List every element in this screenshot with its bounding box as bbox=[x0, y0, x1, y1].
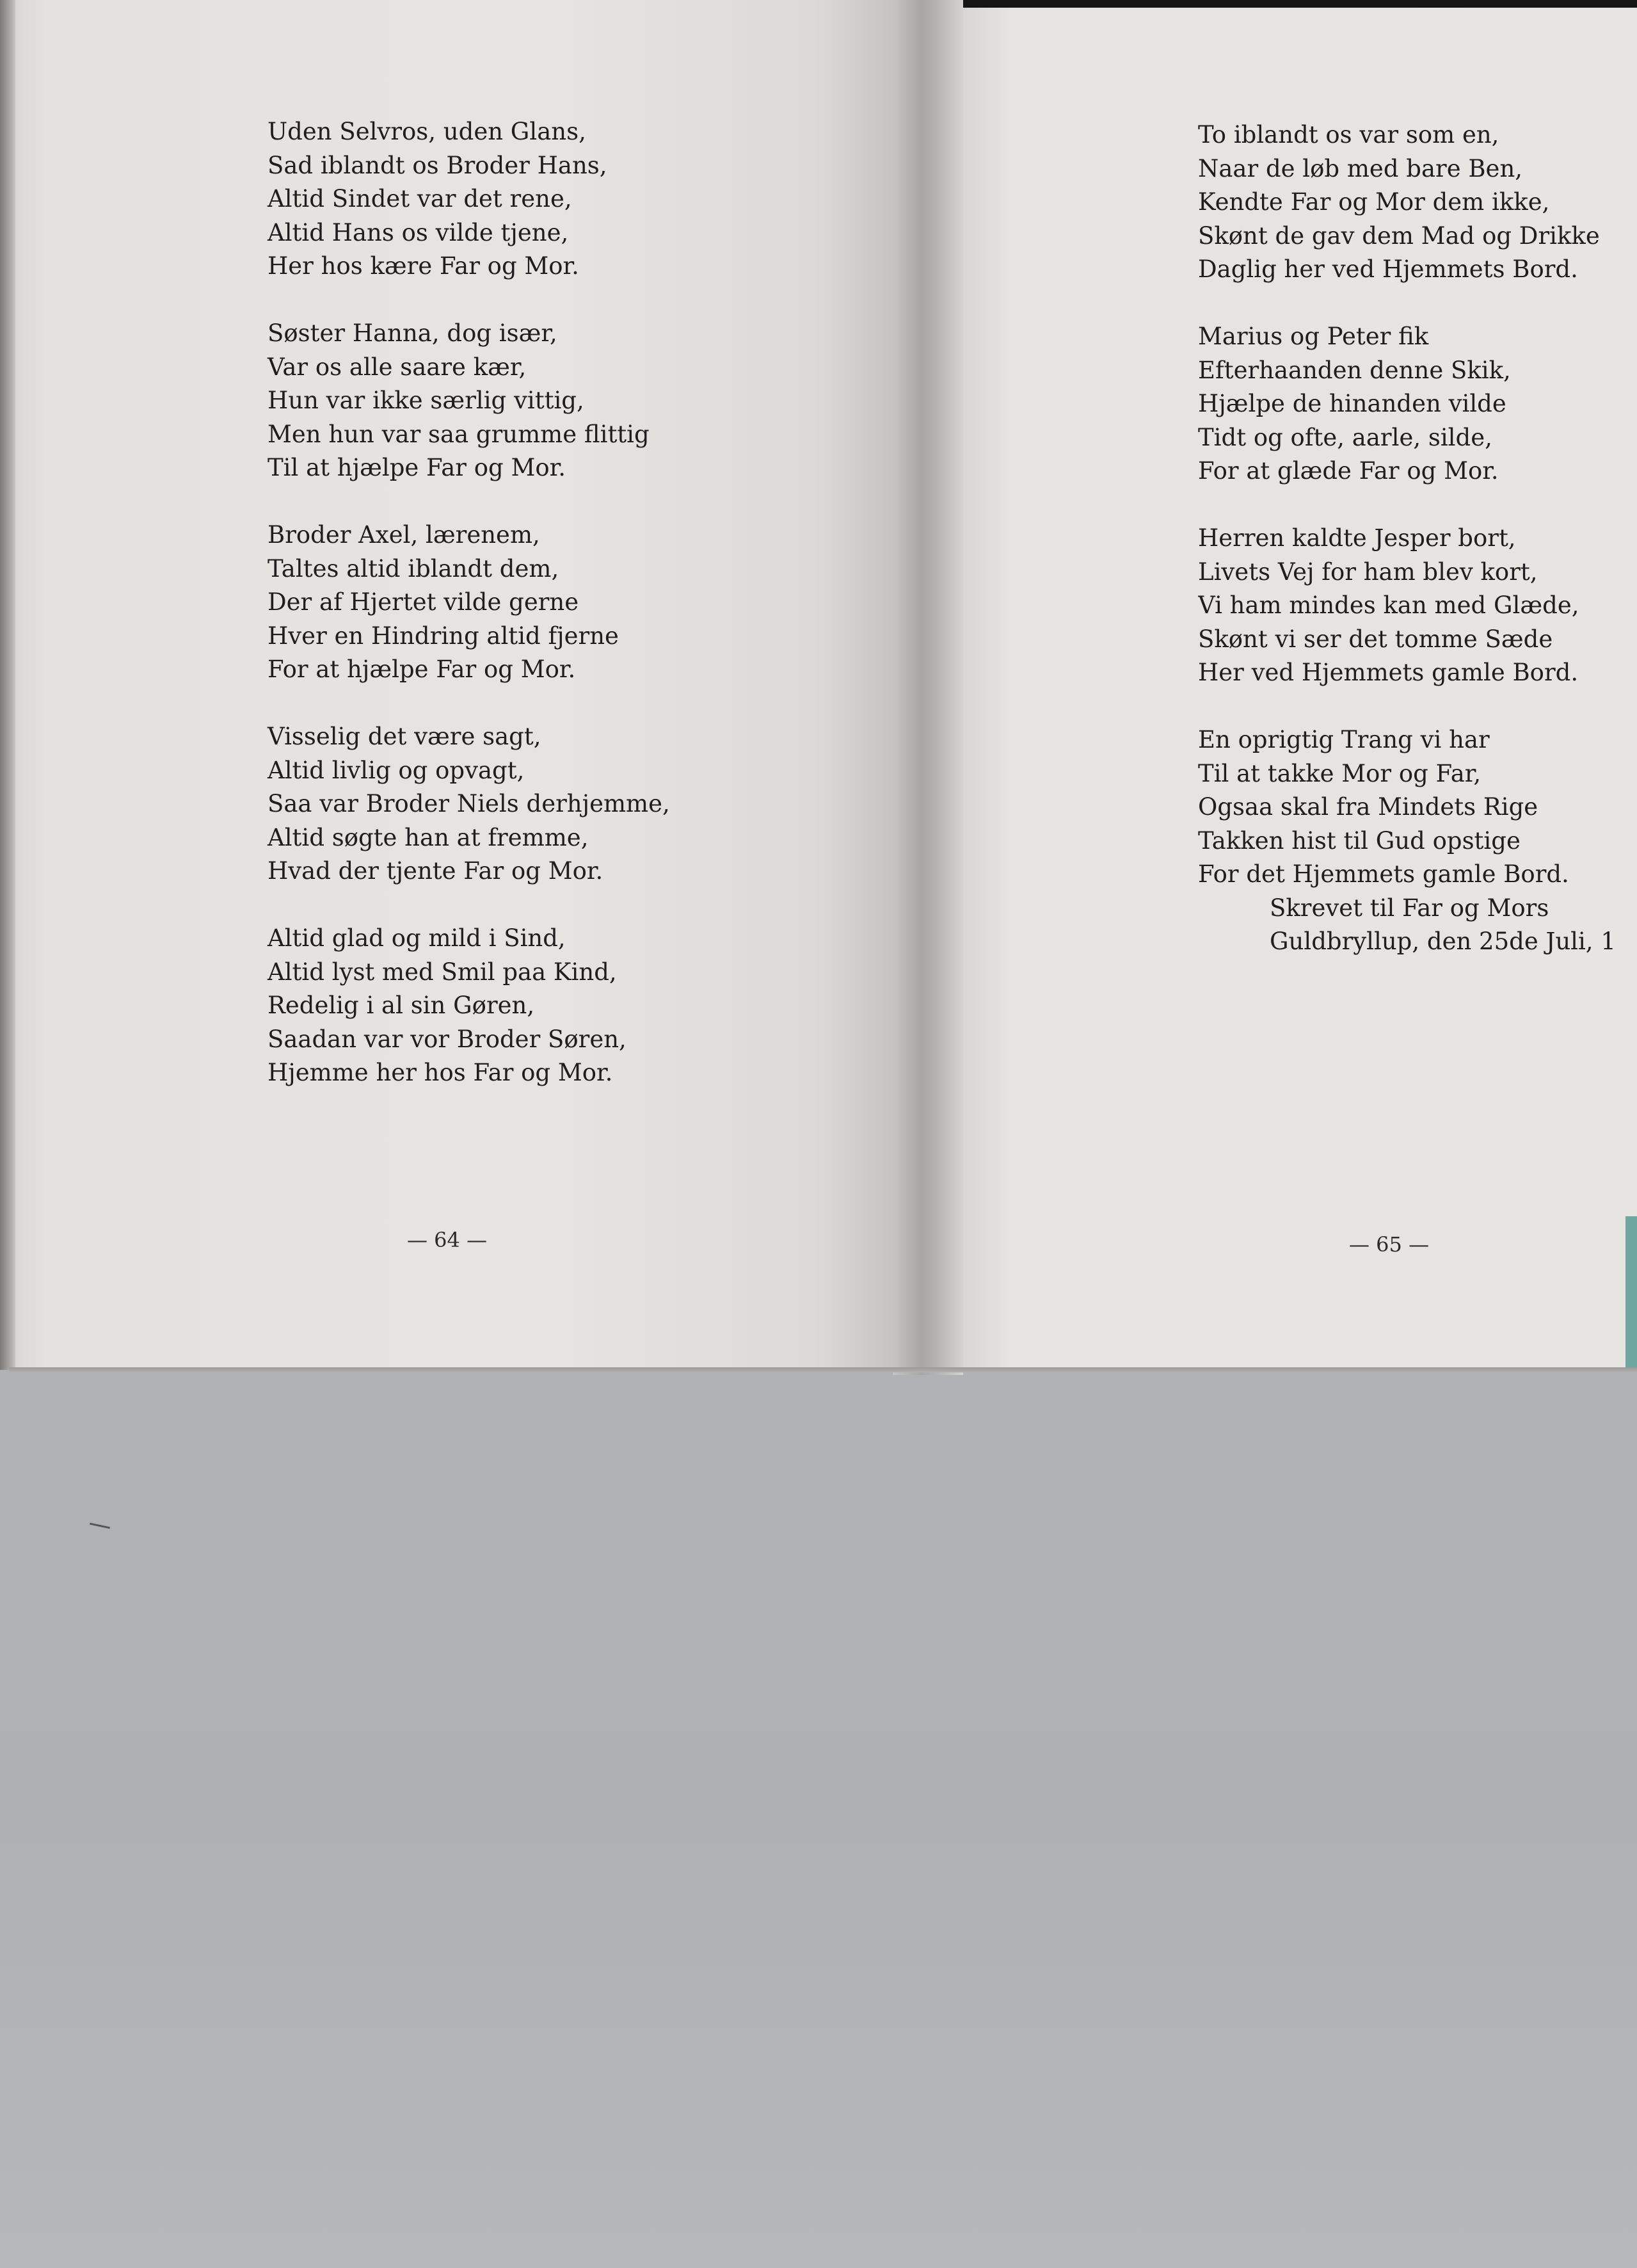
stanza bbox=[268, 922, 670, 1090]
poem-line: Altid lyst med Smil paa Kind, bbox=[268, 958, 617, 986]
poem-line: Daglig her ved Hjemmets Bord. bbox=[1198, 255, 1578, 283]
poem-line: Livets Vej for ham blev kort, bbox=[1198, 558, 1538, 586]
poem-line: Søster Hanna, dog især, bbox=[268, 319, 557, 347]
poem-line: Altid søgte han at fremme, bbox=[268, 823, 589, 851]
poem-line: Altid glad og mild i Sind, bbox=[268, 924, 566, 952]
poem-line: Saadan var vor Broder Søren, bbox=[268, 1025, 627, 1053]
page-number-right: — 65 — bbox=[1349, 1232, 1430, 1257]
poem-line: Efterhaanden denne Skik, bbox=[1198, 356, 1511, 384]
stanza bbox=[268, 317, 670, 485]
poem-line: Hjælpe de hinanden vilde bbox=[1198, 390, 1506, 417]
signature-line: Guldbryllup, den 25de Juli, 1 bbox=[1270, 928, 1616, 955]
poem-line: Til at hjælpe Far og Mor. bbox=[268, 454, 566, 481]
poem-line: Her hos kære Far og Mor. bbox=[268, 252, 579, 280]
stanza bbox=[1198, 522, 1637, 690]
poem-line: Broder Axel, lærenem, bbox=[268, 521, 540, 549]
poem-line: Marius og Peter fik bbox=[1198, 323, 1429, 350]
signature-line: Skrevet til Far og Mors bbox=[1270, 894, 1549, 922]
poem-line: Takken hist til Gud opstige bbox=[1198, 826, 1521, 855]
stanza bbox=[268, 115, 670, 284]
poem-line: Til at takke Mor og Far, bbox=[1198, 759, 1481, 787]
poem-line: For det Hjemmets gamle Bord. bbox=[1198, 860, 1569, 888]
left-edge-shadow bbox=[0, 0, 15, 1370]
poem-line: Ogsaa skal fra Mindets Rige bbox=[1198, 793, 1538, 821]
poem-line: Altid Hans os vilde tjene, bbox=[268, 218, 569, 246]
poem-line: Var os alle saare kær, bbox=[268, 353, 527, 381]
poem-line: Skønt de gav dem Mad og Drikke bbox=[1198, 221, 1600, 250]
poem-line: Redelig i al sin Gøren, bbox=[268, 992, 535, 1019]
left-page-poem bbox=[268, 115, 670, 1090]
poem-line: For at hjælpe Far og Mor. bbox=[268, 655, 576, 683]
stanza bbox=[1198, 118, 1637, 287]
poem-line: Naar de løb med bare Ben, bbox=[1198, 154, 1523, 182]
scanner-background bbox=[0, 1370, 1637, 2268]
poem-line: Tidt og ofte, aarle, silde, bbox=[1198, 423, 1492, 451]
poem-line: Altid livlig og opvagt, bbox=[268, 756, 525, 784]
poem-line: Der af Hjertet vilde gerne bbox=[268, 588, 579, 616]
stanza bbox=[1198, 320, 1637, 488]
poem-line: En oprigtig Trang vi har bbox=[1198, 726, 1490, 753]
poem-line: Skønt vi ser det tomme Sæde bbox=[1198, 625, 1553, 653]
poem-line: Her ved Hjemmets gamle Bord. bbox=[1198, 659, 1579, 686]
poem-line: Altid Sindet var det rene, bbox=[268, 185, 572, 213]
stanza bbox=[1198, 723, 1637, 959]
poem-line: Men hun var saa grumme flittig bbox=[268, 420, 650, 448]
cover-edge bbox=[1625, 1216, 1637, 1370]
right-page-poem bbox=[1198, 118, 1637, 959]
poem-line: Herren kaldte Jesper bort, bbox=[1198, 524, 1516, 552]
poem-line: Visselig det være sagt, bbox=[268, 723, 541, 750]
page-number-left: — 64 — bbox=[407, 1228, 488, 1252]
poem-line: Hun var ikke særlig vittig, bbox=[268, 387, 584, 414]
stanza bbox=[268, 519, 670, 687]
poem-line: Hver en Hindring altid fjerne bbox=[268, 622, 619, 650]
poem-line: Hvad der tjente Far og Mor. bbox=[268, 857, 603, 885]
stanza bbox=[268, 720, 670, 889]
book-gutter bbox=[893, 0, 963, 1375]
page-bottom-edge bbox=[9, 1367, 1637, 1372]
poem-line: Uden Selvros, uden Glans, bbox=[268, 118, 586, 145]
poem-line: Saa var Broder Niels derhjemme, bbox=[268, 790, 670, 817]
poem-line: Hjemme her hos Far og Mor. bbox=[268, 1059, 613, 1086]
poem-line: For at glæde Far og Mor. bbox=[1198, 457, 1499, 485]
poem-line: Kendte Far og Mor dem ikke, bbox=[1198, 188, 1550, 216]
poem-line: Taltes altid iblandt dem, bbox=[268, 554, 559, 583]
poem-line: Sad iblandt os Broder Hans, bbox=[268, 151, 607, 179]
poem-line: To iblandt os var som en, bbox=[1198, 121, 1499, 149]
poem-line: Vi ham mindes kan med Glæde, bbox=[1198, 591, 1579, 619]
